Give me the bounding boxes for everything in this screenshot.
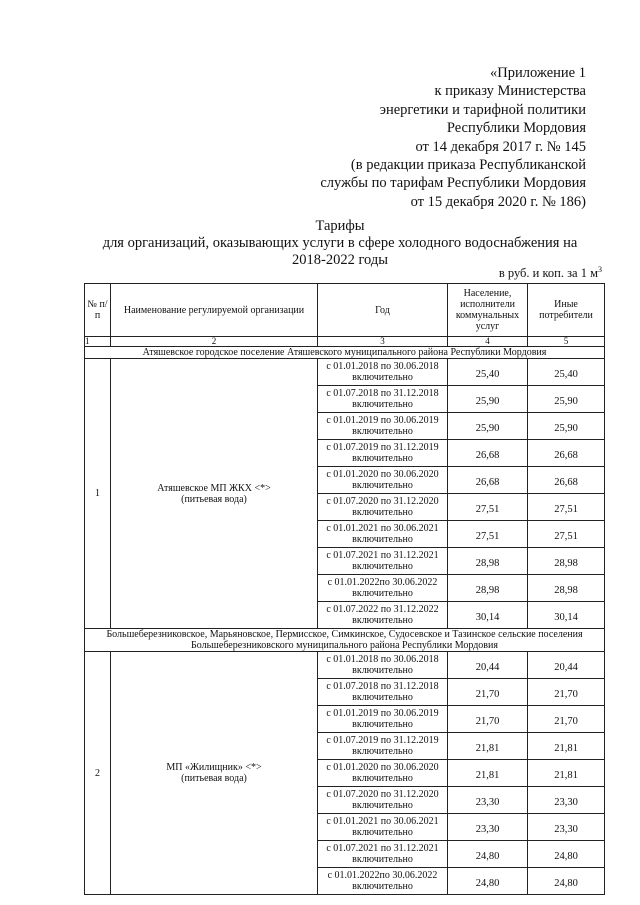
period-text: с 01.07.2018 по 31.12.2018 bbox=[326, 388, 439, 399]
period-sub: включительно bbox=[352, 588, 413, 599]
tariff-population: 20,44 bbox=[448, 652, 528, 679]
period-cell bbox=[318, 359, 448, 386]
period-sub: включительно bbox=[352, 800, 413, 811]
section-title: Большеберезниковское, Марьяновское, Пермисское, Симкинское, Судосевское и Тазинское сельские поселения Большеберезниковского муниципального района Республики Мордовия bbox=[85, 629, 605, 652]
period-text: с 01.07.2020 по 31.12.2020 bbox=[326, 496, 439, 507]
section-title: Атяшевское городское поселение Атяшевского муниципального района Республики Мордовия bbox=[85, 347, 605, 359]
tariff-table bbox=[84, 283, 605, 895]
period-cell bbox=[318, 575, 448, 602]
tariff-population: 28,98 bbox=[448, 575, 528, 602]
organization-name: МП «Жилищник» <*> bbox=[166, 762, 262, 773]
tariff-other: 25,90 bbox=[528, 386, 605, 413]
tariff-other: 26,68 bbox=[528, 440, 605, 467]
tariff-population: 21,70 bbox=[448, 679, 528, 706]
period-text: с 01.07.2018 по 31.12.2018 bbox=[326, 681, 439, 692]
period-sub: включительно bbox=[352, 719, 413, 730]
period-text: с 01.07.2021 по 31.12.2021 bbox=[326, 550, 439, 561]
units-note bbox=[499, 265, 602, 281]
tariff-population: 28,98 bbox=[448, 548, 528, 575]
period-sub: включительно bbox=[352, 827, 413, 838]
period-text: с 01.01.2018 по 30.06.2018 bbox=[326, 654, 439, 665]
header-population: Население, исполнители коммунальных услуг bbox=[448, 284, 528, 337]
period-text: с 01.07.2021 по 31.12.2021 bbox=[326, 843, 439, 854]
period-sub: включительно bbox=[352, 399, 413, 410]
tariff-population: 21,81 bbox=[448, 733, 528, 760]
organization-note: (питьевая вода) bbox=[181, 493, 247, 505]
tariff-other: 21,70 bbox=[528, 706, 605, 733]
appendix-line: от 15 декабря 2020 г. № 186) bbox=[410, 193, 586, 210]
tariff-other: 23,30 bbox=[528, 814, 605, 841]
period-text: с 01.01.2019 по 30.06.2019 bbox=[326, 708, 439, 719]
appendix-line: службы по тарифам Республики Мордовия bbox=[320, 175, 586, 192]
organization-name: Атяшевское МП ЖКХ <*> bbox=[157, 482, 271, 494]
tariff-population: 24,80 bbox=[448, 868, 528, 895]
period-cell bbox=[318, 733, 448, 760]
period-cell bbox=[318, 548, 448, 575]
tariff-population: 30,14 bbox=[448, 602, 528, 629]
column-number: 3 bbox=[318, 337, 448, 347]
appendix-line: Республики Мордовия bbox=[446, 120, 586, 137]
row-index: 1 bbox=[85, 359, 111, 629]
header-number: № п/п bbox=[85, 284, 111, 337]
period-text: с 01.07.2019 по 31.12.2019 bbox=[326, 735, 439, 746]
tariff-population: 25,90 bbox=[448, 386, 528, 413]
tariff-other: 24,80 bbox=[528, 868, 605, 895]
tariff-population: 23,30 bbox=[448, 787, 528, 814]
period-cell bbox=[318, 440, 448, 467]
period-sub: включительно bbox=[352, 615, 413, 626]
organization-note: (питьевая вода) bbox=[181, 773, 247, 784]
tariff-other: 28,98 bbox=[528, 575, 605, 602]
period-sub: включительно bbox=[352, 881, 413, 892]
period-text: с 01.07.2020 по 31.12.2020 bbox=[326, 789, 439, 800]
tariff-population: 25,90 bbox=[448, 413, 528, 440]
period-text: с 01.01.2019 по 30.06.2019 bbox=[326, 415, 439, 426]
organization-cell bbox=[111, 652, 318, 895]
appendix-line: от 14 декабря 2017 г. № 145 bbox=[415, 138, 586, 155]
period-text: с 01.01.2020 по 30.06.2020 bbox=[326, 762, 439, 773]
organization-cell bbox=[111, 359, 318, 629]
tariff-other: 25,40 bbox=[528, 359, 605, 386]
section-row bbox=[85, 629, 605, 652]
tariff-other: 21,70 bbox=[528, 679, 605, 706]
period-cell bbox=[318, 602, 448, 629]
tariff-population: 25,40 bbox=[448, 359, 528, 386]
period-sub: включительно bbox=[352, 665, 413, 676]
tariff-other: 30,14 bbox=[528, 602, 605, 629]
period-cell bbox=[318, 841, 448, 868]
title-line: 2018-2022 годы bbox=[292, 252, 388, 268]
period-sub: включительно bbox=[352, 507, 413, 518]
period-sub: включительно bbox=[352, 773, 413, 784]
period-sub: включительно bbox=[352, 854, 413, 865]
table-row bbox=[85, 652, 605, 679]
period-text: с 01.01.2018 по 30.06.2018 bbox=[326, 361, 439, 372]
column-number-row bbox=[85, 337, 605, 347]
period-sub: включительно bbox=[352, 372, 413, 383]
period-text: с 01.01.2020 по 30.06.2020 bbox=[326, 469, 439, 480]
period-sub: включительно bbox=[352, 480, 413, 491]
appendix-line: к приказу Министерства bbox=[434, 83, 586, 100]
table-row bbox=[85, 359, 605, 386]
tariff-other: 28,98 bbox=[528, 548, 605, 575]
appendix-header bbox=[286, 64, 586, 211]
period-text: с 01.01.2021 по 30.06.2021 bbox=[326, 523, 439, 534]
tariff-population: 27,51 bbox=[448, 494, 528, 521]
title-line: Тарифы bbox=[315, 218, 365, 234]
column-number: 1 bbox=[85, 337, 111, 347]
tariff-other: 20,44 bbox=[528, 652, 605, 679]
period-cell bbox=[318, 679, 448, 706]
tariff-other: 26,68 bbox=[528, 467, 605, 494]
tariff-other: 21,81 bbox=[528, 733, 605, 760]
tariff-population: 26,68 bbox=[448, 467, 528, 494]
period-cell bbox=[318, 521, 448, 548]
tariff-other: 24,80 bbox=[528, 841, 605, 868]
tariff-population: 21,70 bbox=[448, 706, 528, 733]
header-year: Год bbox=[318, 284, 448, 337]
period-cell bbox=[318, 467, 448, 494]
period-sub: включительно bbox=[352, 453, 413, 464]
period-cell bbox=[318, 652, 448, 679]
column-number: 4 bbox=[448, 337, 528, 347]
appendix-line: энергетики и тарифной политики bbox=[379, 101, 586, 118]
tariff-population: 21,81 bbox=[448, 760, 528, 787]
units-text: в руб. и коп. за 1 м bbox=[498, 266, 598, 281]
period-sub: включительно bbox=[352, 692, 413, 703]
section-row bbox=[85, 347, 605, 359]
appendix-line: «Приложение 1 bbox=[490, 65, 586, 81]
table-header-row bbox=[85, 284, 605, 337]
period-text: с 01.01.2021 по 30.06.2021 bbox=[326, 816, 439, 827]
column-number: 5 bbox=[528, 337, 605, 347]
title-line: для организаций, оказывающих услуги в сфере холодного водоснабжения на bbox=[102, 235, 578, 251]
period-text: с 01.01.2022по 30.06.2022 bbox=[327, 870, 438, 881]
period-cell bbox=[318, 868, 448, 895]
period-cell bbox=[318, 760, 448, 787]
tariff-other: 27,51 bbox=[528, 521, 605, 548]
period-sub: включительно bbox=[352, 746, 413, 757]
tariff-population: 24,80 bbox=[448, 841, 528, 868]
tariff-population: 26,68 bbox=[448, 440, 528, 467]
period-text: с 01.07.2022 по 31.12.2022 bbox=[326, 604, 439, 615]
column-number: 2 bbox=[111, 337, 318, 347]
period-sub: включительно bbox=[352, 426, 413, 437]
row-index: 2 bbox=[85, 652, 111, 895]
tariff-other: 21,81 bbox=[528, 760, 605, 787]
tariff-population: 23,30 bbox=[448, 814, 528, 841]
period-text: с 01.01.2022по 30.06.2022 bbox=[327, 577, 438, 588]
period-cell bbox=[318, 494, 448, 521]
period-text: с 01.07.2019 по 31.12.2019 bbox=[326, 442, 439, 453]
appendix-line: (в редакции приказа Республиканской bbox=[350, 157, 586, 174]
period-sub: включительно bbox=[352, 534, 413, 545]
period-cell bbox=[318, 413, 448, 440]
period-cell bbox=[318, 706, 448, 733]
tariff-other: 27,51 bbox=[528, 494, 605, 521]
units-sup: 3 bbox=[598, 265, 602, 274]
tariff-population: 27,51 bbox=[448, 521, 528, 548]
tariff-other: 25,90 bbox=[528, 413, 605, 440]
header-other-consumers: Иные потребители bbox=[528, 284, 605, 337]
period-sub: включительно bbox=[352, 561, 413, 572]
period-cell bbox=[318, 386, 448, 413]
tariff-other: 23,30 bbox=[528, 787, 605, 814]
document-title bbox=[70, 218, 610, 269]
period-cell bbox=[318, 787, 448, 814]
period-cell bbox=[318, 814, 448, 841]
header-organization: Наименование регулируемой организации bbox=[111, 284, 318, 337]
